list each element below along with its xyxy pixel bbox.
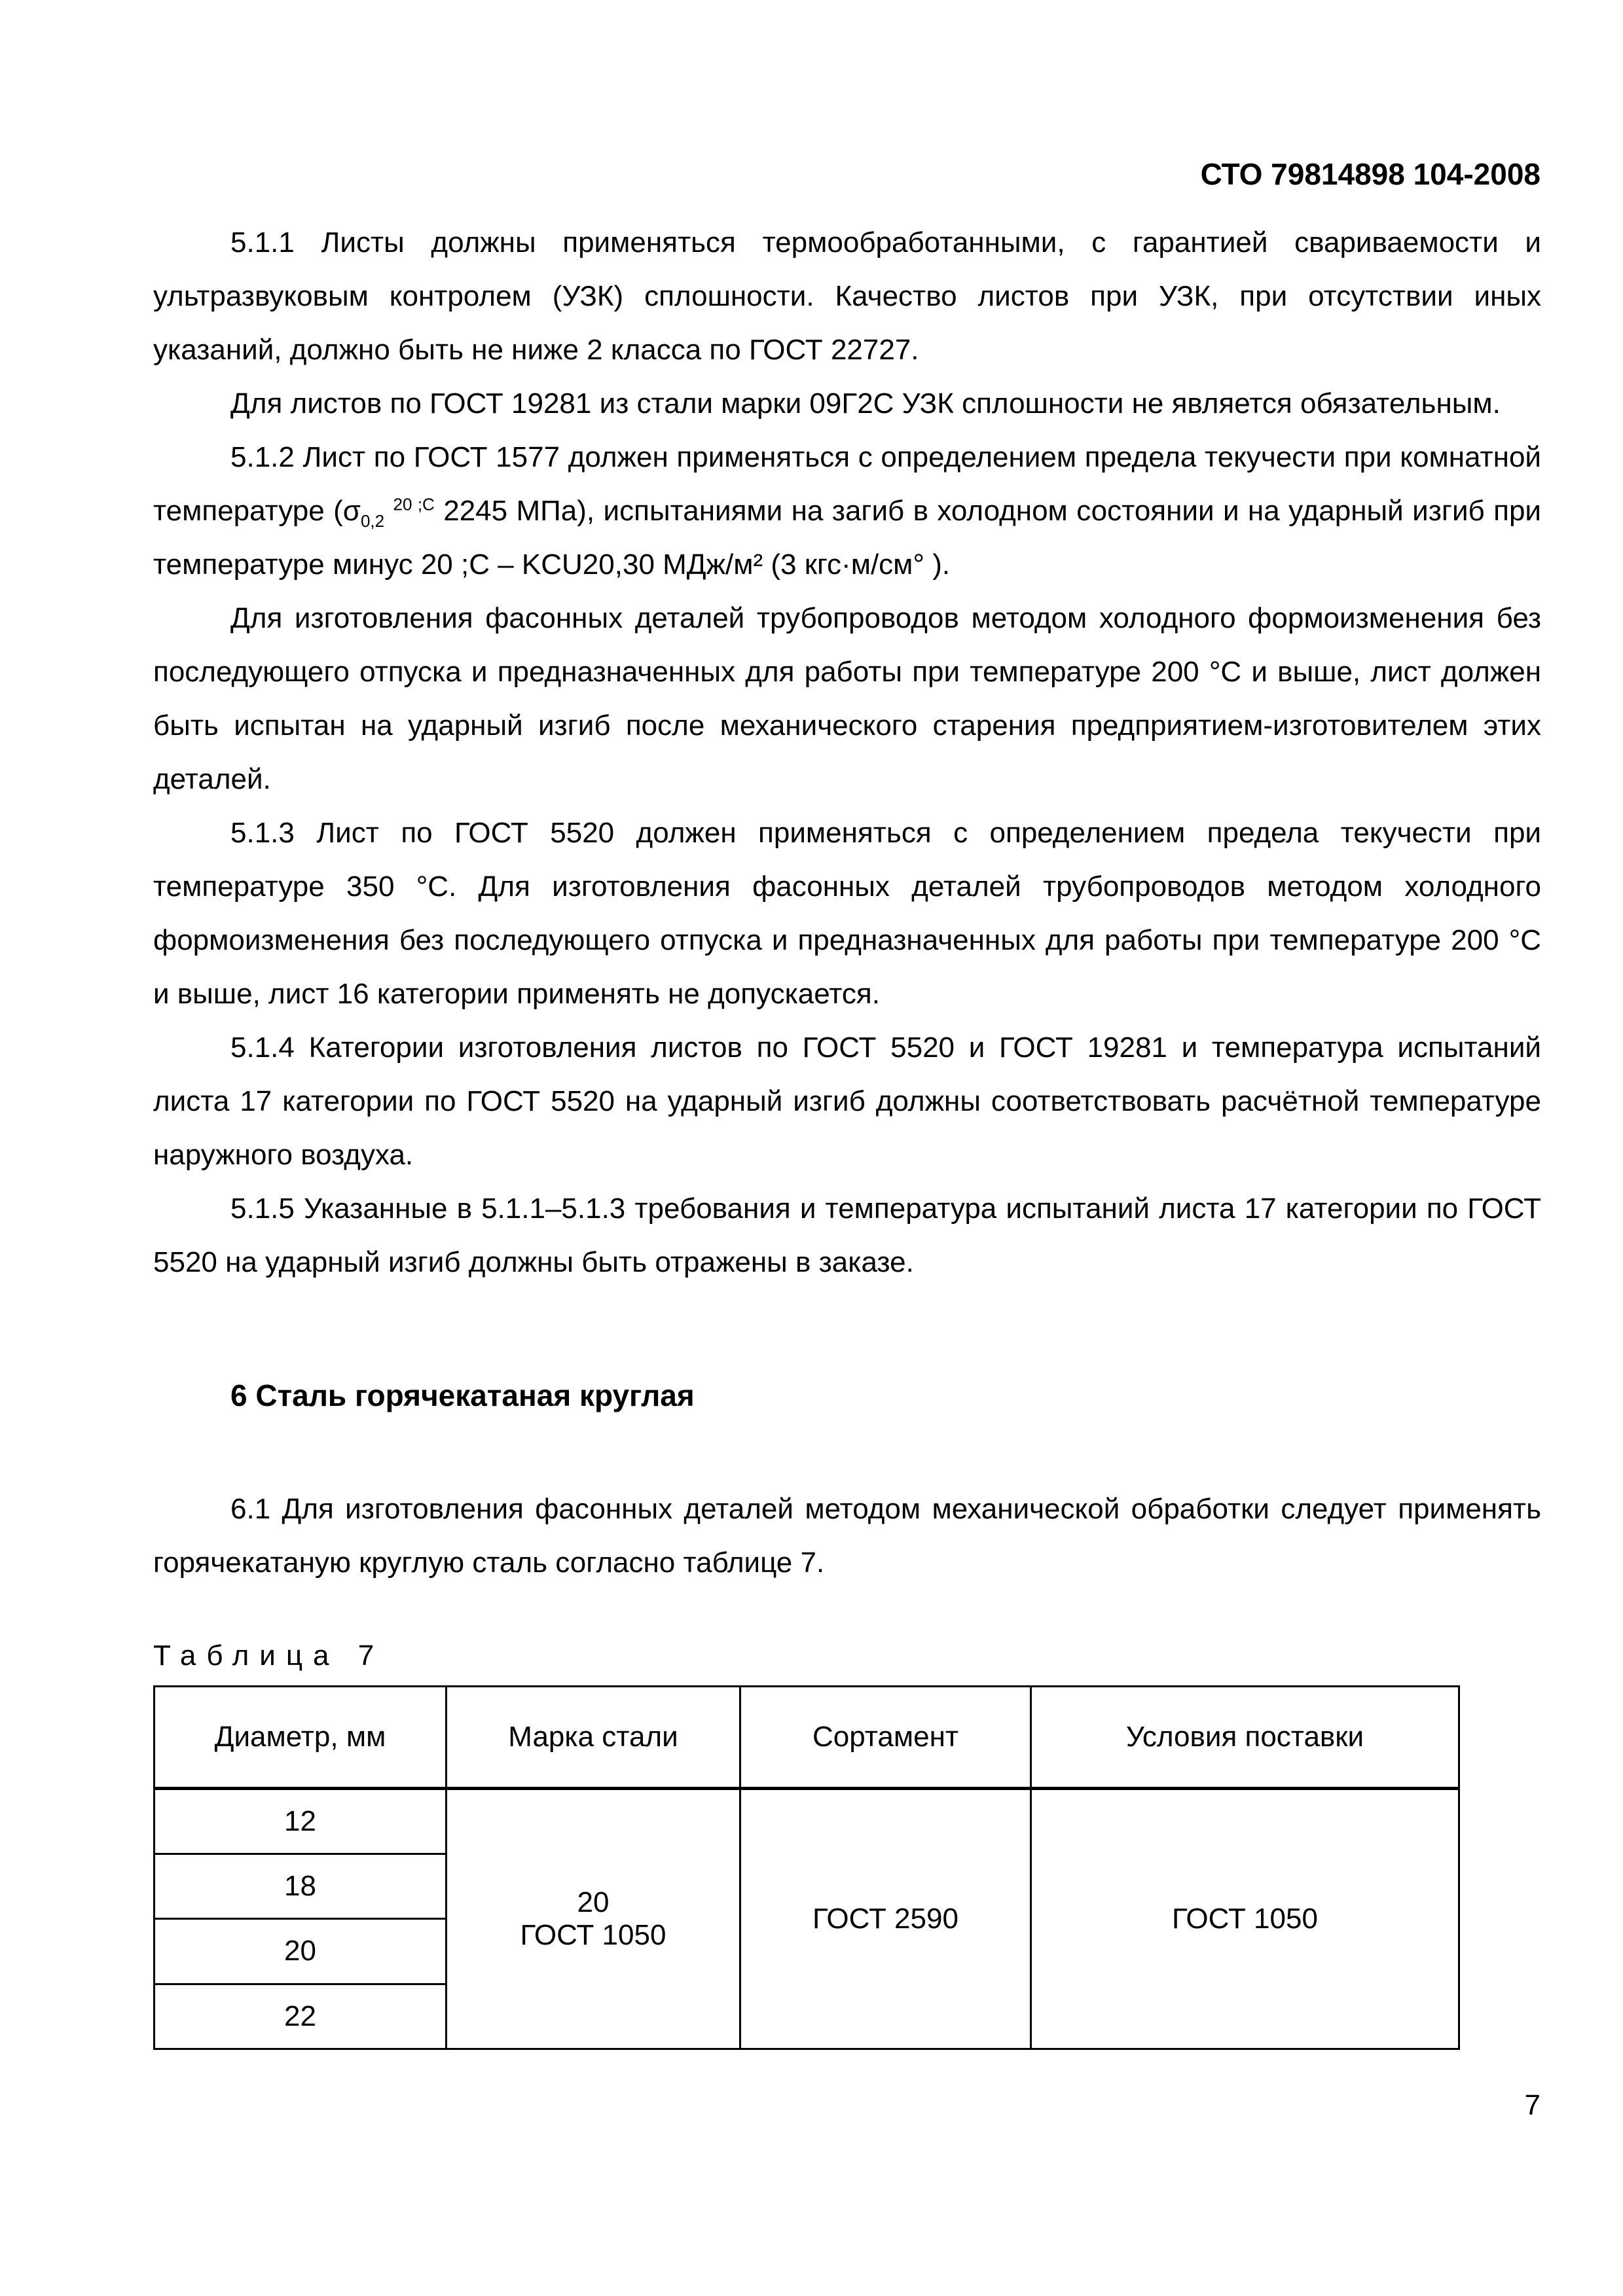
diameter-cell: 18 xyxy=(155,1854,447,1918)
header-delivery: Условия поставки xyxy=(1031,1687,1459,1789)
paragraph-6-1: 6.1 Для изготовления фасонных деталей методом механической обработки следует применять горячекатаную круглую сталь согласно таблице 7. xyxy=(153,1493,1541,1579)
paragraph-5-1-2-note: Для изготовления фасонных деталей трубопроводов методом холодного формоизменения без последующего отпуска и предназначенных для работы при температуре 200 °С и выше, лист должен быть испытан на ударный изгиб после механического старения предприятием-изготовителем этих деталей. xyxy=(153,602,1541,795)
table-7 xyxy=(153,1685,1460,2050)
sigma-superscript: 20 ;С xyxy=(393,494,435,514)
paragraph-5-1-1: 5.1.1 Листы должны применяться термообработанными, с гарантией свариваемости и ультразвуковым контролем (УЗК) сплошности. Качество листов при УЗК, при отсутствии иных указаний, должно быть не ниже 2 класса по ГОСТ 22727. xyxy=(153,226,1541,366)
section-5-body xyxy=(153,216,1541,1289)
page-number: 7 xyxy=(1524,2089,1541,2121)
header-assortment: Сортамент xyxy=(740,1687,1031,1789)
assortment-cell: ГОСТ 2590 xyxy=(740,1788,1031,2049)
paragraph-5-1-2-part-b: 2245 МПа), испытаниями на загиб в холодном состоянии и на ударный изгиб при температуре минус 20 ;С – KCU20,30 МДж/м² (3 кгс·м/см° ). xyxy=(153,495,1541,581)
diameter-cell: 12 xyxy=(155,1788,447,1854)
section-6-title: 6 Сталь горячекатаная круглая xyxy=(230,1378,695,1412)
paragraph-5-1-3: 5.1.3 Лист по ГОСТ 5520 должен применяться с определением предела текучести при температуре 350 °С. Для изготовления фасонных деталей трубопроводов методом холодного формоизменения без последующего отпуска и предназначенных для работы при температуре 200 °С и выше, лист 16 категории применять не допускается. xyxy=(153,817,1541,1010)
table-caption: Таблица 7 xyxy=(153,1640,385,1672)
paragraph-5-1-5: 5.1.5 Указанные в 5.1.1–5.1.3 требования и температура испытаний листа 17 категории по ГОСТ 5520 на ударный изгиб должны быть отражены в заказе. xyxy=(153,1193,1541,1278)
paragraph-5-1-4: 5.1.4 Категории изготовления листов по ГОСТ 5520 и ГОСТ 19281 и температура испытаний листа 17 категории по ГОСТ 5520 на ударный изгиб должны соответствовать расчётной температуре наружного воздуха. xyxy=(153,1031,1541,1171)
header-steel-grade: Марка стали xyxy=(447,1687,740,1789)
document-code: СТО 79814898 104-2008 xyxy=(1200,157,1541,191)
steel-grade-line1: 20 xyxy=(577,1886,610,1918)
header-diameter: Диаметр, мм xyxy=(155,1687,447,1789)
diameter-cell: 20 xyxy=(155,1919,447,1984)
table-row xyxy=(155,1788,1459,1854)
paragraph-5-1-2-part-a: 5.1.2 Лист по ГОСТ 1577 должен применяться с определением предела текучести при комнатной температуре (σ xyxy=(153,441,1541,527)
steel-grade-cell xyxy=(447,1788,740,2049)
table-header-row xyxy=(155,1687,1459,1789)
delivery-cell: ГОСТ 1050 xyxy=(1031,1788,1459,2049)
diameter-cell: 22 xyxy=(155,1984,447,2049)
paragraph-5-1-1-note: Для листов по ГОСТ 19281 из стали марки 09Г2С УЗК сплошности не является обязательным. xyxy=(230,387,1501,420)
steel-grade-line2: ГОСТ 1050 xyxy=(520,1918,666,1951)
paragraph-5-1-2 xyxy=(153,431,1541,592)
sigma-subscript: 0,2 xyxy=(360,511,385,531)
